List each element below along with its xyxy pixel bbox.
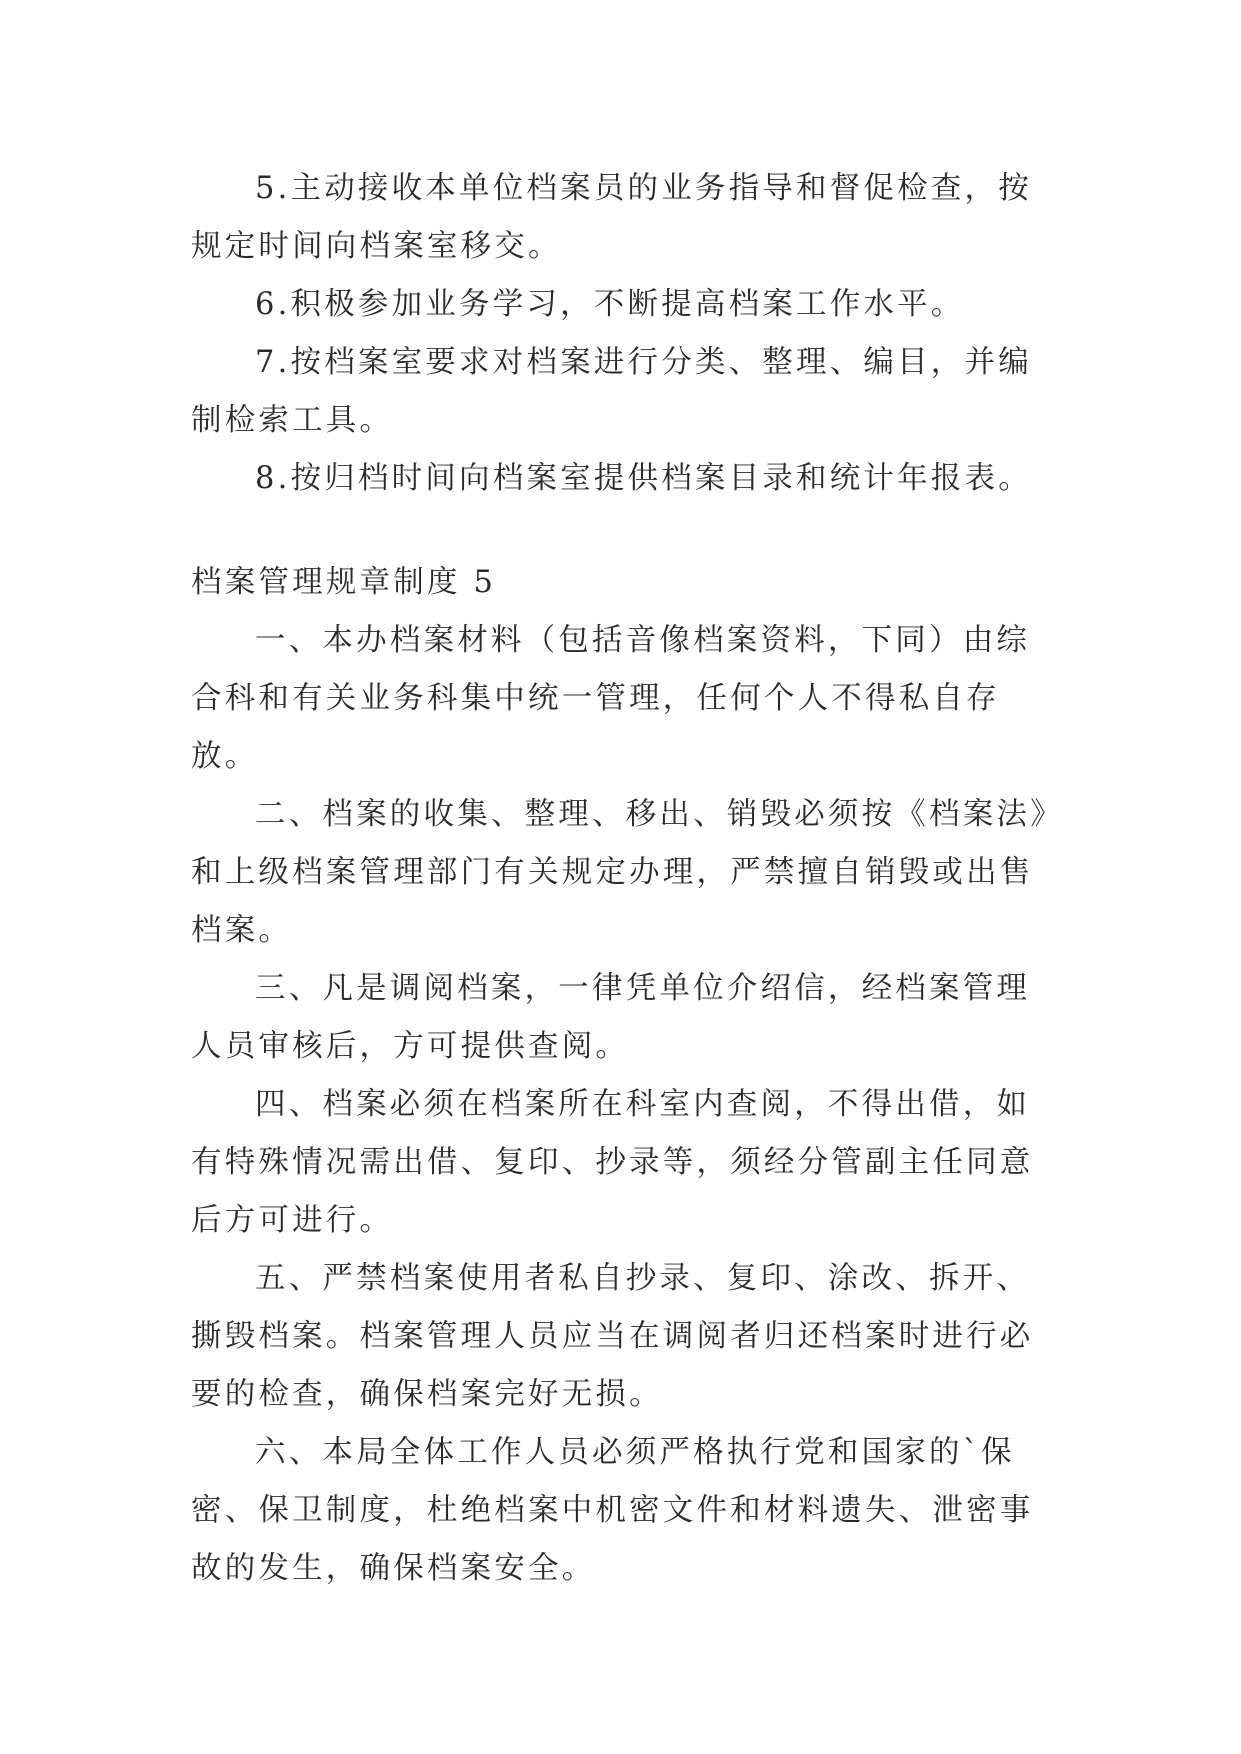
paragraph-rule-2: 二、档案的收集、整理、移出、销毁必须按《档案法》和上级档案管理部门有关规定办理，严禁擅自销毁或出售档案。: [191, 797, 1049, 948]
paragraph-rule-3: 三、凡是调阅档案，一律凭单位介绍信，经档案管理人员审核后，方可提供查阅。: [191, 971, 1031, 1064]
paragraph-rule-4: 四、档案必须在档案所在科室内查阅，不得出借，如有特殊情况需出借、复印、抄录等，须经分管副主任同意后方可进行。: [191, 1087, 1034, 1238]
paragraph-item-5: 5.主动接收本单位档案员的业务指导和督促检查，按规定时间向档案室移交。: [191, 171, 1032, 264]
document-body: [191, 160, 1051, 1598]
section-heading: 档案管理规章制度 5: [191, 565, 497, 600]
paragraph-rule-5: 五、严禁档案使用者私自抄录、复印、涂改、拆开、撕毁档案。档案管理人员应当在调阅者归还档案时进行必要的检查，确保档案完好无损。: [191, 1261, 1034, 1412]
paragraph-item-8: 8.按归档时间向档案室提供档案目录和统计年报表。: [255, 461, 1032, 496]
paragraph-item-7: 7.按档案室要求对档案进行分类、整理、编目，并编制检索工具。: [191, 345, 1032, 438]
paragraph-item-6: 6.积极参加业务学习，不断提高档案工作水平。: [255, 287, 965, 322]
paragraph-rule-6: 六、本局全体工作人员必须严格执行党和国家的`保密、保卫制度，杜绝档案中机密文件和材料遗失、泄密事故的发生，确保档案安全。: [191, 1435, 1034, 1586]
section-spacer: [191, 508, 1051, 554]
paragraph-rule-1: 一、本办档案材料（包括音像档案资料，下同）由综合科和有关业务科集中统一管理，任何个人不得私自存放。: [191, 623, 1031, 774]
